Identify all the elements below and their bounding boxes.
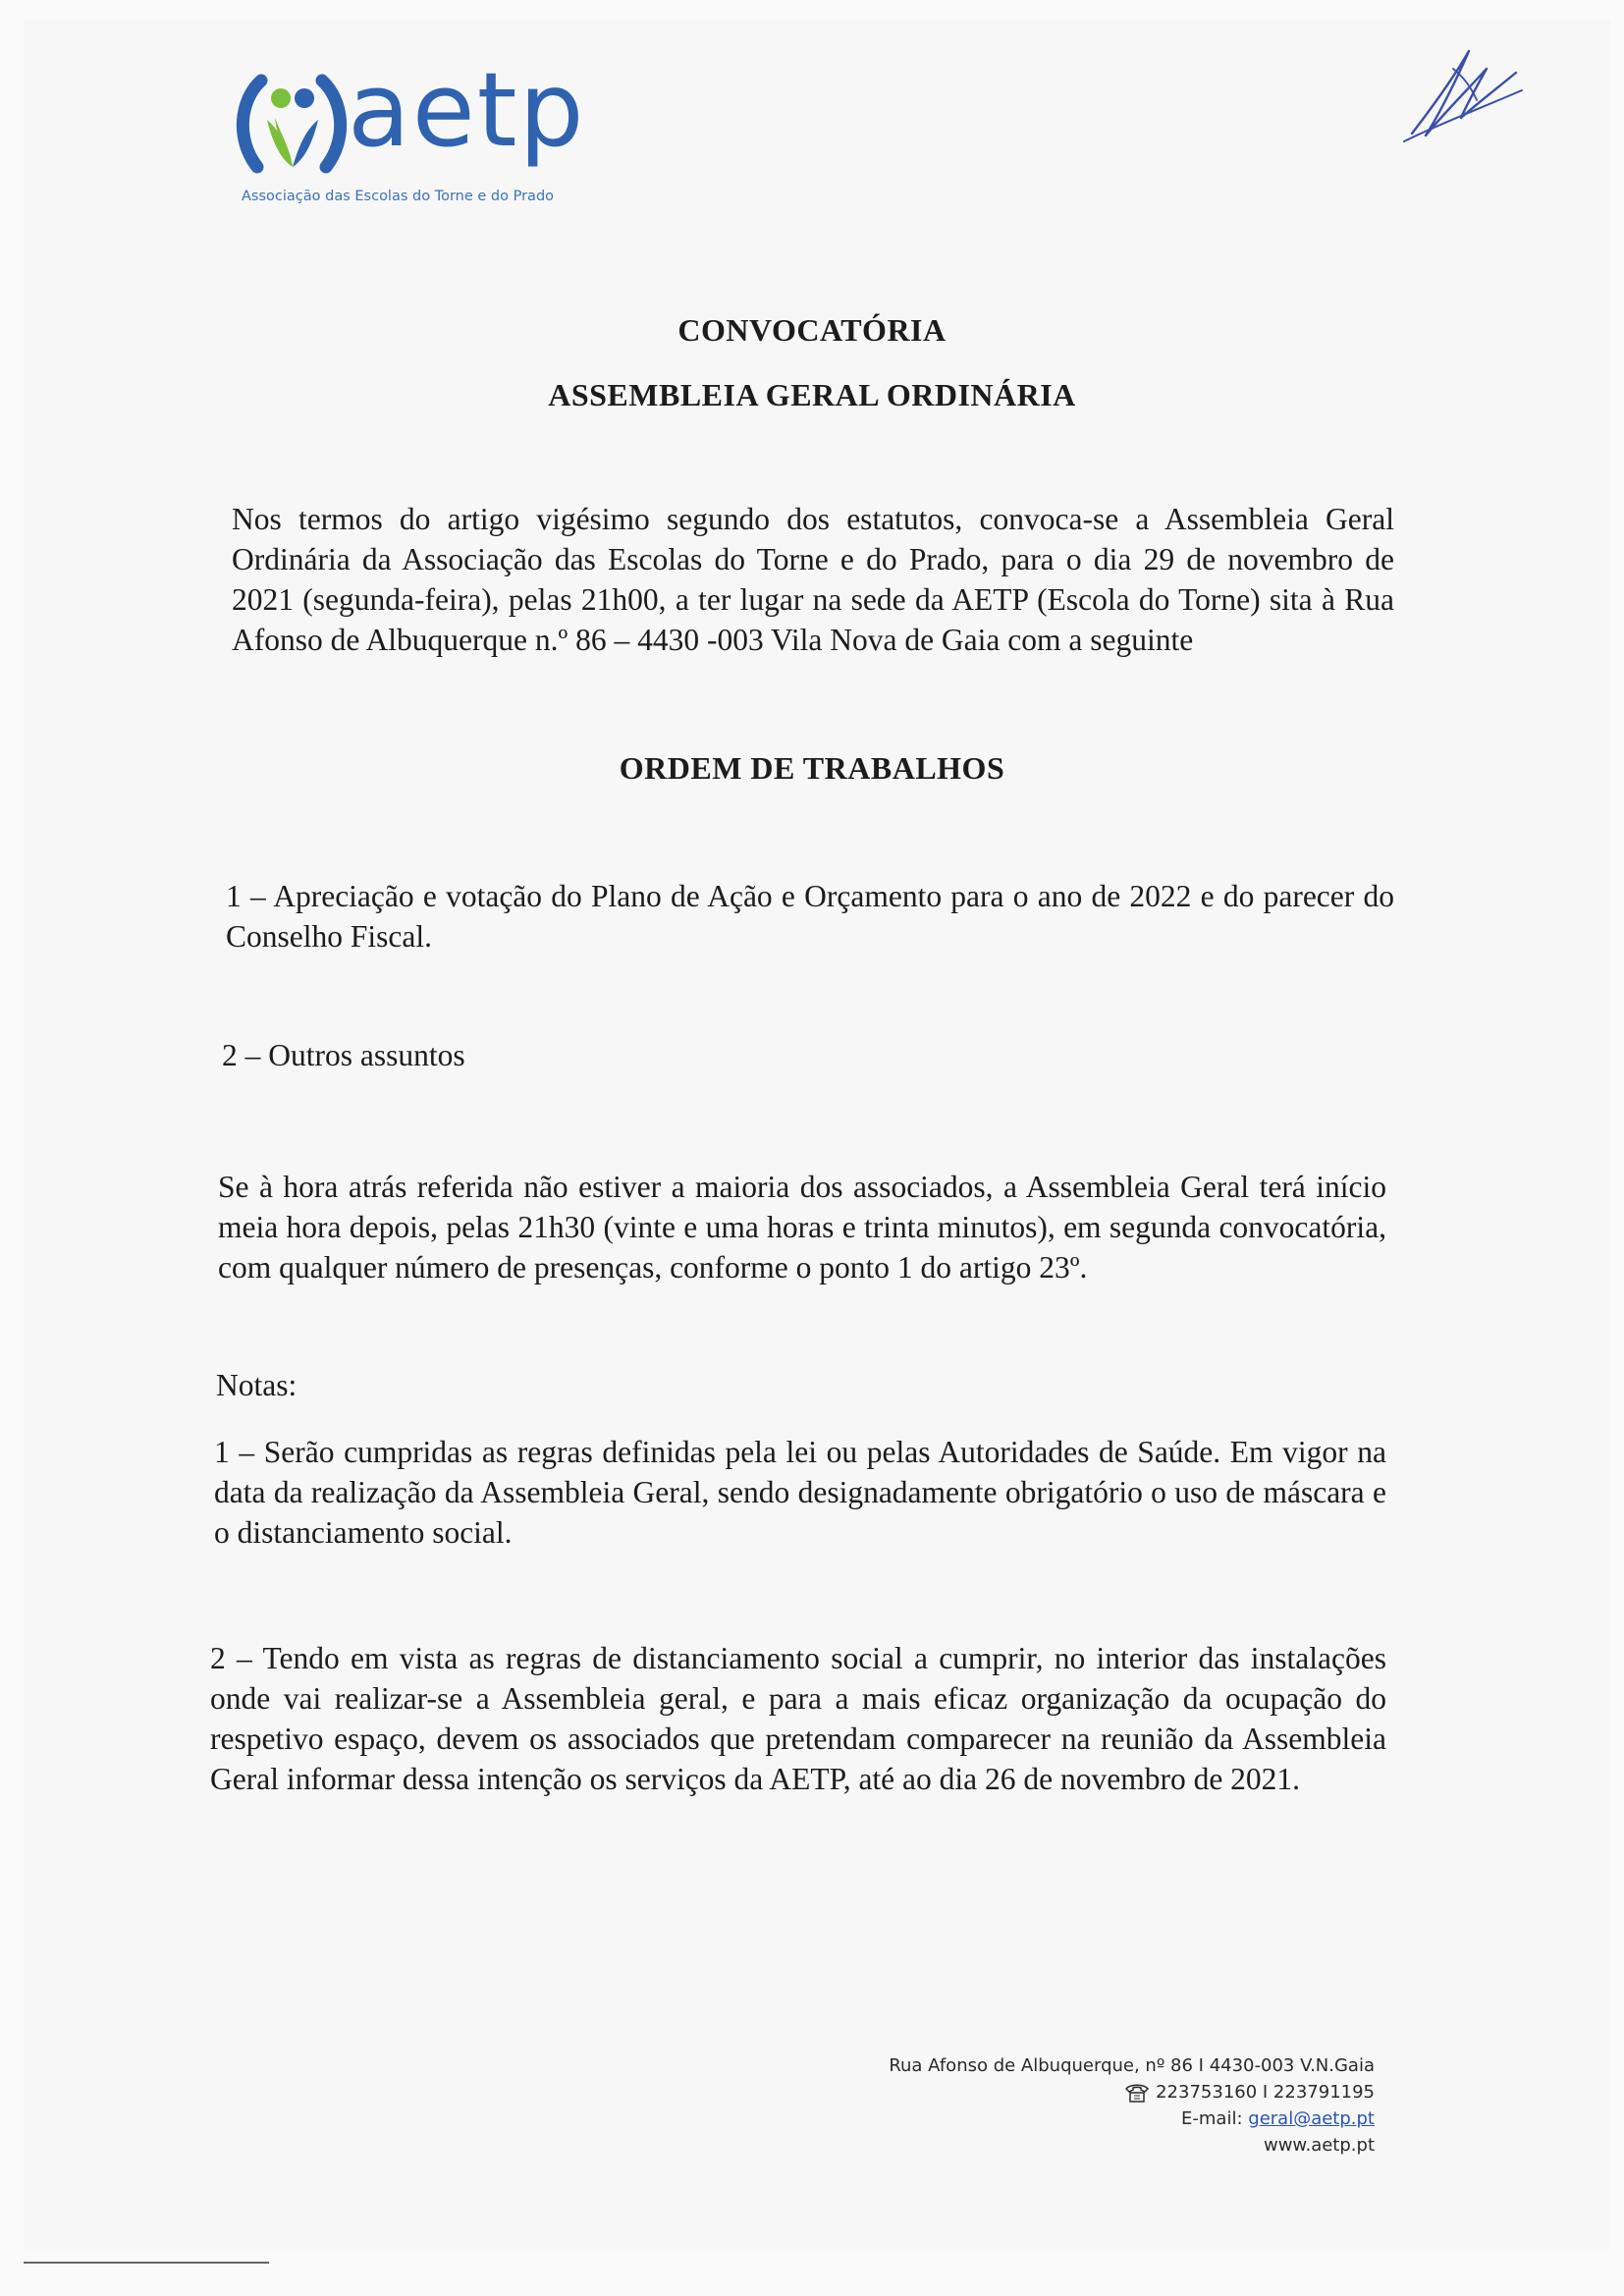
signature-mark — [1392, 39, 1530, 147]
notes-label: Notas: — [216, 1368, 298, 1402]
logo-tagline: Associação das Escolas do Torne e do Prado — [242, 189, 555, 204]
agenda-item: 1 – Apreciação e votação do Plano de Ação e Orçamento para o ano de 2022 e do parecer do Conselho Fiscal. — [226, 879, 1394, 954]
document-subtitle: ASSEMBLEIA GERAL ORDINÁRIA — [548, 377, 1076, 412]
intro-paragraph: Nos termos do artigo vigésimo segundo dos estatutos, convoca-se a Assembleia Geral Ordinária da Associação das Escolas do Torne e do Prado, para o dia 29 de novembro de 2021 (segunda-feira), pelas 21h00, a ter lugar na sede da AETP (Escola do Torne) sita à Rua Afonso de Albuquerque n.º 86 – 4430 -003 Vila Nova de Gaia com a seguinte — [232, 502, 1394, 657]
document-title: CONVOCATÓRIA — [677, 312, 947, 348]
footer-email-row — [746, 2105, 1375, 2132]
footer-email-label: E-mail: — [1181, 2108, 1243, 2129]
logo-wordmark: aetp — [348, 50, 586, 170]
footer-phones: 223753160 I 223791195 — [1156, 2082, 1375, 2103]
note-item: 1 – Serão cumpridas as regras definidas pela lei ou pelas Autoridades de Saúde. Em vigor na data da realização da Assembleia Geral, sendo designadamente obrigatório o uso de máscara e o distanciamento social. — [214, 1435, 1386, 1550]
footer-website[interactable]: www.aetp.pt — [1263, 2135, 1375, 2156]
note-item: 2 – Tendo em vista as regras de distanciamento social a cumprir, no interior das instalações onde vai realizar-se a Assembleia geral, e para a mais eficaz organização da ocupação do respetivo espaço, devem os associados que pretendam comparecer na reunião da Assembleia Geral informar dessa intenção os serviços da AETP, até ao dia 26 de novembro de 2021. — [210, 1641, 1386, 1796]
logo-emblem-icon — [232, 69, 350, 177]
bottom-divider — [24, 2262, 269, 2264]
footer-phones-row — [746, 2079, 1375, 2105]
agenda-item: 2 – Outros assuntos — [222, 1038, 465, 1072]
aetp-logo — [232, 50, 644, 220]
agenda-title: ORDEM DE TRABALHOS — [619, 750, 1005, 786]
document-page — [24, 20, 1610, 2249]
contact-footer — [746, 2052, 1375, 2159]
second-call-paragraph: Se à hora atrás referida não estiver a maioria dos associados, a Assembleia Geral terá início meia hora depois, pelas 21h30 (vinte e uma horas e trinta minutos), em segunda convocatória, com qualquer número de presenças, conforme o ponto 1 do artigo 23º. — [218, 1170, 1386, 1285]
email-link[interactable]: geral@aetp.pt — [1248, 2108, 1375, 2129]
footer-address: Rua Afonso de Albuquerque, nº 86 I 4430-003 V.N.Gaia — [889, 2055, 1375, 2076]
phone-icon — [1124, 2083, 1150, 2103]
